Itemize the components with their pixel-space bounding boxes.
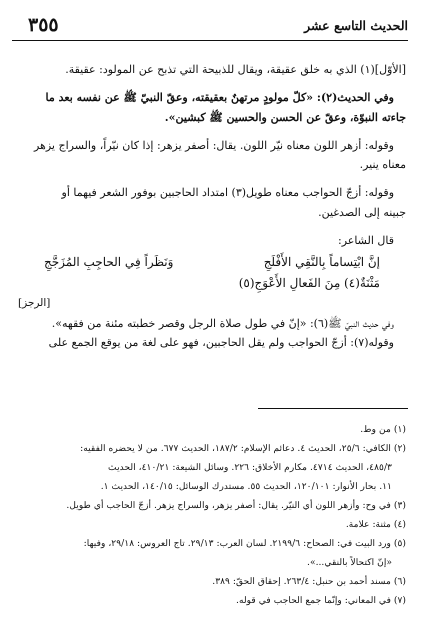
poem-hemistich: إنَّ ابْتِساماً بِالنَّقِي الأَفْلَجِ — [263, 255, 380, 270]
body-line: وقوله(٧): أزجّ الحواجب ولم يقل الحاجبين، فهو على لغة من يوقع الجمع على — [48, 335, 394, 349]
footnote: (١) من وط. — [360, 424, 406, 435]
body-line: [الأوّل](١) الذي به خلق عقيقة، ويقال للذبيحة التي تذبح عن المولود: عقيقة. — [65, 63, 406, 76]
footnote: (٤) مثنة: علامة. — [345, 519, 406, 530]
body-line: وقوله: أزجّ الحواجب معناه طويل(٣) امتداد الحاجبين بوفور الشعر فيهما أو — [61, 186, 394, 200]
body-line: وفي الحديث(٢): «كلّ مولودٍ مرتهنٌ بعقيقته، وعقّ النبيّ ﷺ عن نفسه بعد ما — [45, 91, 394, 105]
body-line: معناه ينير. — [359, 158, 406, 172]
footnote-continuation: ٤٨٥/٣، الحديث ٤٧١٤. مكارم الأخلاق: ٢٢٦. وسائل الشيعة: ٤١٠/٢١، الحديث — [108, 462, 392, 473]
body-line: وفي حديث النبيّ ﷺ(٦): «إنّ في طول صلاة الرجل وقصر خطبته مئنة من فقهه». — [51, 316, 394, 330]
running-title: الحديث التاسع عشر — [304, 18, 408, 33]
page-number: ٣٥٥ — [28, 14, 59, 36]
poem-intro: قال الشاعر: — [337, 234, 394, 248]
body-line: جبينه إلى الصدغين. — [318, 205, 406, 219]
poem-hemistich: مَثْنَةٌ(٤) مِنَ الفَعالِ الأَعْوَجِ(٥) — [238, 276, 380, 291]
footnote: (٧) في المعاني: وإنّما جمع الحاجب في قوله. — [236, 595, 406, 606]
poem-line-2 — [44, 273, 380, 294]
footnote-divider — [258, 408, 408, 409]
footnote: (٢) الكافي: ٢٥/٦، الحديث ٤. دعائم الإسلام: ١٨٧/٢، الحديث ٦٧٧. من لا يحضره الفقيه: — [80, 443, 406, 454]
page-header — [12, 14, 408, 41]
body-line: جاءته النبوّة، وعقّ عن الحسن والحسين ﷺ كبشين». — [164, 110, 406, 124]
body-line: وقوله: أزهر اللون معناه نيّر اللون. يقال: أصفر يزهر: إذا كان نيّراً، والسراج يزهر — [33, 138, 394, 152]
meter-label: [الرجز] — [18, 297, 51, 310]
footnote: (٦) مسند أحمد بن حنبل: ٢٦٣/٤. إحقاق الحقّ: ٣٨٩. — [212, 576, 406, 587]
poem-hemistich: وَنَظَراً فِي الحاجِبِ المُزَجَّجِ — [44, 255, 174, 270]
footnote: (٥) ورد البيت في: الصحاح: ٢١٩٩/٦. لسان العرب: ٢٩/١٣. تاج العروس: ٢٩/١٨، وفيها: — [83, 538, 406, 549]
footnote-continuation: ١١. بحار الأنوار: ١٢٠/١٠١، الحديث ٥٥. مستدرك الوسائل: ١٤٠/١٥، الحديث ١. — [100, 481, 392, 492]
footnote: (٣) في وح: وأزهر اللون أي النيّر. يقال: أصفر يزهر، والسراج يزهر. أزجّ الحاجب أي طويل. — [66, 500, 406, 511]
poem — [18, 250, 406, 294]
footnote-continuation: «إنّ اكتحالاً بالنقي...». — [307, 557, 392, 568]
footnotes — [20, 420, 406, 610]
main-text — [18, 60, 406, 352]
poem-line-1 — [44, 252, 380, 273]
